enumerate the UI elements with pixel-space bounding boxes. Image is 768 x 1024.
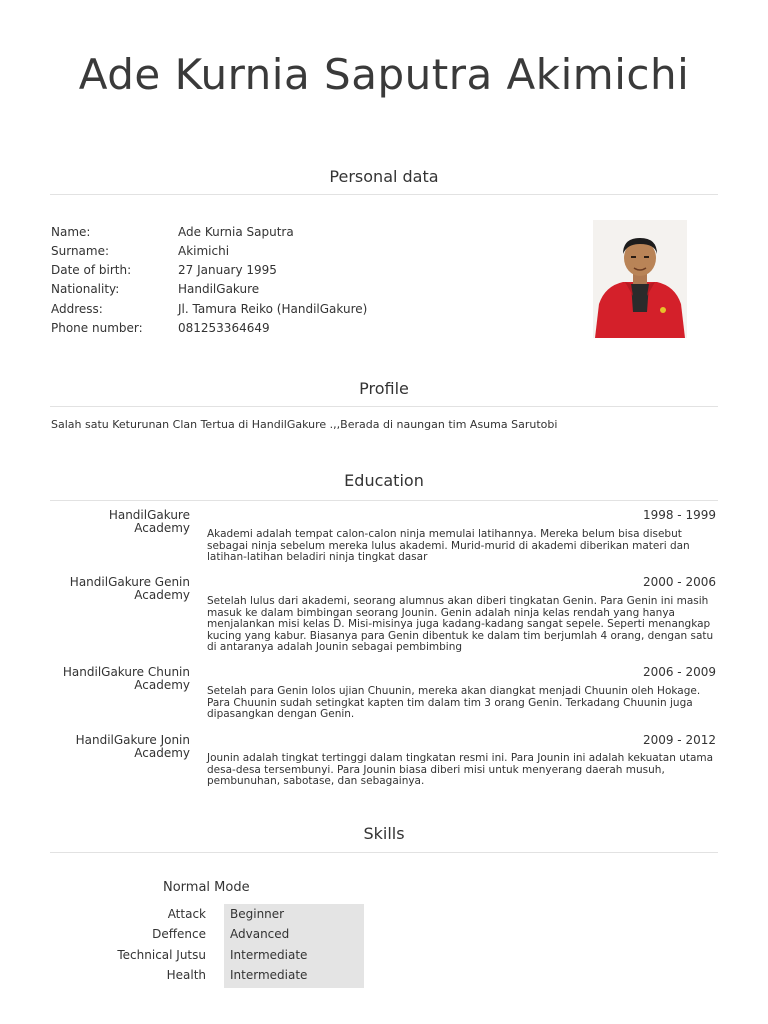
section-title-education: Education [344,471,424,490]
skill-name: Deffence [152,927,206,941]
field-label: Date of birth: [51,263,132,277]
education-institution: HandilGakure Genin Academy [69,575,190,602]
section-divider [50,852,718,853]
field-label: Surname: [51,244,110,258]
section-divider [50,406,718,407]
section-title-personal: Personal data [329,167,439,186]
field-value: HandilGakure [178,282,260,296]
skill-level: Beginner [230,907,285,921]
education-description: Akademi adalah tempat calon-calon ninja memulai latihannya. Mereka belum bisa disebut sebagai ninja sebelum mereka lulus akademi. Murid-murid di akademi diberikan materi dan latihan-latihan beladiri ninja tingkat dasar [207,528,690,563]
field-label: Nationality: [51,282,120,296]
skill-level: Intermediate [230,948,308,962]
field-value: 27 January 1995 [178,263,277,277]
section-divider [50,500,718,501]
field-label: Name: [51,225,91,239]
skill-name: Attack [167,907,206,921]
education-years: 2006 - 2009 [642,665,716,679]
field-label: Phone number: [51,321,143,335]
education-years: 2009 - 2012 [642,733,716,747]
field-value: Jl. Tamura Reiko (HandilGakure) [178,302,368,316]
skill-level: Advanced [230,927,290,941]
education-years: 2000 - 2006 [642,575,716,589]
education-description: Setelah lulus dari akademi, seorang alumnus akan diberi tingkatan Genin. Para Genin ini masih masuk ke dalam bimbingan seorang Jounin. Genin adalah ninja kelas rendah yang hanya menjalankan misi kelas D. Misi-misinya juga kadang-kadang sangat sepele. Seperti menangkap kucing yang kabur. Biasanya para Genin dibentuk ke dalam tim berjumlah 4 orang, dengan satu di antaranya adalah Jounin sebagai pembimbing [207,595,714,653]
field-label: Address: [51,302,103,316]
section-title-skills: Skills [363,824,405,843]
education-years: 1998 - 1999 [642,508,716,522]
education-description: Jounin adalah tingkat tertinggi dalam tingkatan resmi ini. Para Jounin ini adalah kekuatan utama desa-desa tersembunyi. Para Jounin biasa diberi misi untuk menyerang daerah musuh, pembunuhan, sabotase, dan sebagainya. [207,752,714,787]
skill-name: Technical Jutsu [117,948,206,962]
section-divider [50,194,718,195]
section-title-profile: Profile [359,379,409,398]
field-value: Ade Kurnia Saputra [178,225,294,239]
skill-level: Intermediate [230,968,308,982]
profile-photo [593,220,687,338]
field-value: Akimichi [178,244,230,258]
profile-text: Salah satu Keturunan Clan Tertua di HandilGakure .,,Berada di naungan tim Asuma Sarutobi [51,418,558,431]
skill-name: Health [166,968,206,982]
skill-group-title: Normal Mode [163,880,250,895]
education-institution: HandilGakure Chunin Academy [62,665,190,692]
page-title: Ade Kurnia Saputra Akimichi [78,50,690,99]
field-value: 081253364649 [178,321,270,335]
education-institution: HandilGakure Jonin Academy [75,733,190,760]
education-description: Setelah para Genin lolos ujian Chuunin, mereka akan diangkat menjadi Chuunin oleh Hokage. Para Chuunin sudah setingkat kapten tim dalam tim 3 orang Genin. Terkadang Chuunin juga dipasangkan dengan Genin. [207,685,701,720]
education-institution: HandilGakure Academy [108,508,190,535]
